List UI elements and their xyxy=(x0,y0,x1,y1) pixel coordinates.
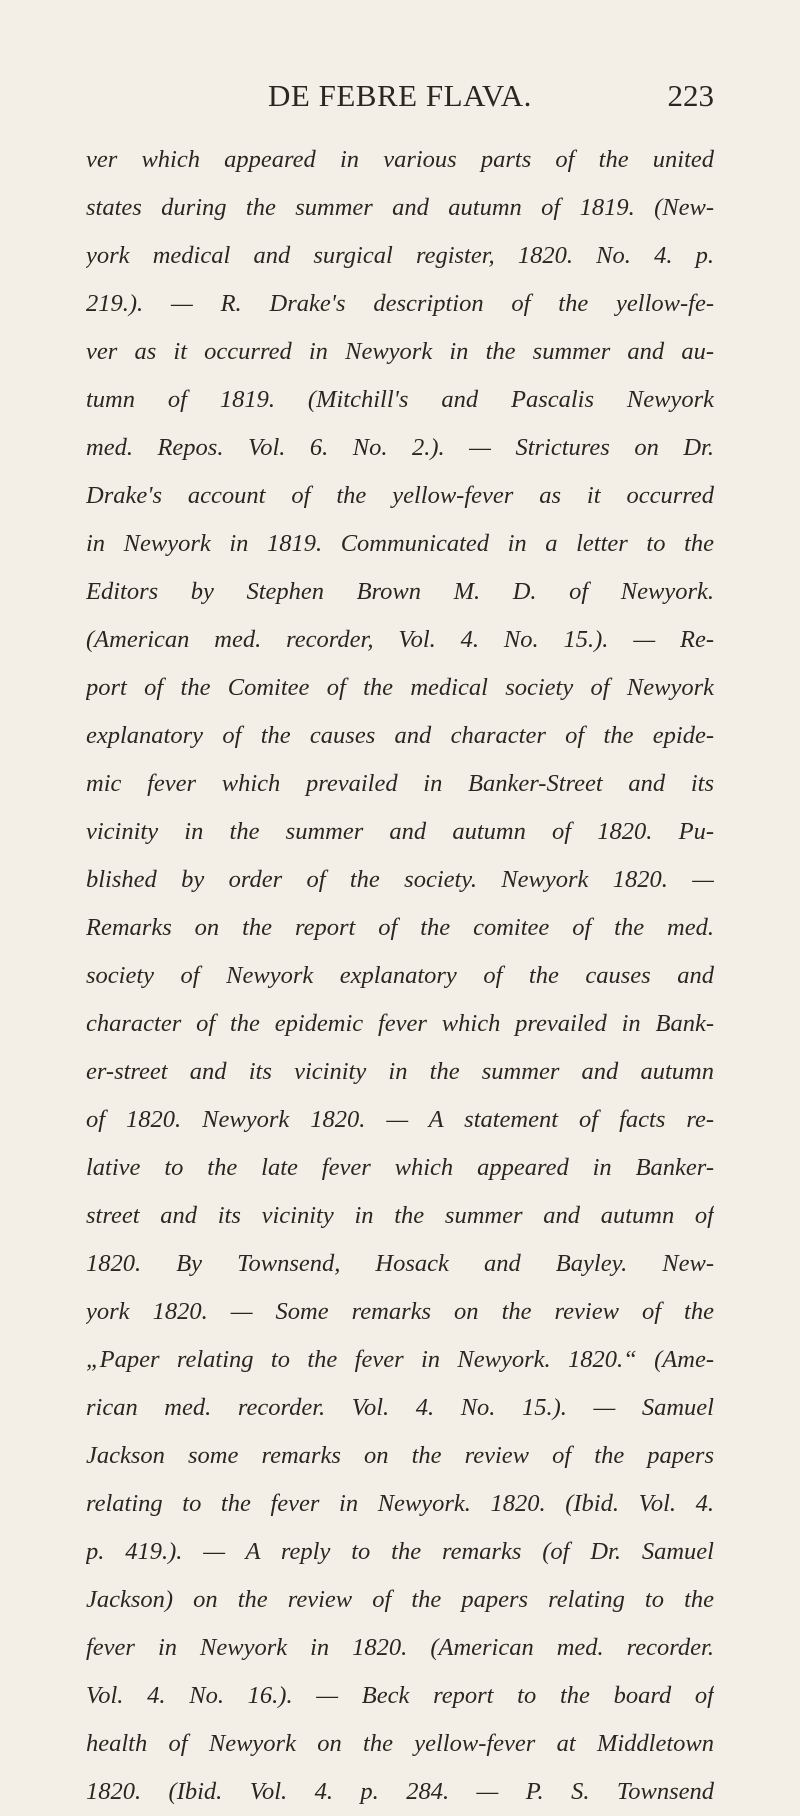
text-line: Remarks on the report of the comitee of the med. xyxy=(86,914,714,941)
text-line: ver which appeared in various parts of the united xyxy=(86,146,714,173)
text-line: lative to the late fever which appeared in Banker- xyxy=(86,1154,714,1181)
text-line: society of Newyork explanatory of the causes and xyxy=(86,962,714,989)
text-line: health of Newyork on the yellow-fever at Middletown xyxy=(86,1730,714,1757)
page-number: 223 xyxy=(667,78,714,113)
text-line: relating to the fever in Newyork. 1820. (Ibid. Vol. 4. xyxy=(86,1490,714,1517)
text-line: york 1820. — Some remarks on the review of the xyxy=(86,1298,714,1325)
text-line: (American med. recorder, Vol. 4. No. 15.). — Re- xyxy=(86,626,714,653)
text-line: states during the summer and autumn of 1819. (New- xyxy=(86,194,714,221)
text-line: vicinity in the summer and autumn of 1820. Pu- xyxy=(86,818,714,845)
running-head xyxy=(86,78,714,118)
text-line: explanatory of the causes and character of the epide- xyxy=(86,722,714,749)
text-line: rican med. recorder. Vol. 4. No. 15.). — Samuel xyxy=(86,1394,714,1421)
text-line: p. 419.). — A reply to the remarks (of Dr. Samuel xyxy=(86,1538,714,1565)
text-line: york medical and surgical register, 1820. No. 4. p. xyxy=(86,242,714,269)
text-line: Drake's account of the yellow-fever as it occurred xyxy=(86,482,714,509)
text-line: tumn of 1819. (Mitchill's and Pascalis Newyork xyxy=(86,386,714,413)
text-line: med. Repos. Vol. 6. No. 2.). — Strictures on Dr. xyxy=(86,434,714,461)
text-line: 219.). — R. Drake's description of the yellow-fe- xyxy=(86,290,714,317)
text-line: blished by order of the society. Newyork 1820. — xyxy=(86,866,714,893)
text-line: of 1820. Newyork 1820. — A statement of facts re- xyxy=(86,1106,714,1133)
text-line: mic fever which prevailed in Banker-Street and its xyxy=(86,770,714,797)
text-line: Editors by Stephen Brown M. D. of Newyork. xyxy=(86,578,714,605)
text-line: Jackson some remarks on the review of the papers xyxy=(86,1442,714,1469)
body-text xyxy=(86,136,714,1816)
running-head-title: DE FEBRE FLAVA. xyxy=(268,78,532,113)
text-line: Jackson) on the review of the papers relating to the xyxy=(86,1586,714,1613)
text-line: 1820. (Ibid. Vol. 4. p. 284. — P. S. Townsend xyxy=(86,1778,714,1805)
text-line: in Newyork in 1819. Communicated in a letter to the xyxy=(86,530,714,557)
text-line: fever in Newyork in 1820. (American med. recorder. xyxy=(86,1634,714,1661)
text-line: street and its vicinity in the summer and autumn of xyxy=(86,1202,714,1229)
text-line: ver as it occurred in Newyork in the summer and au- xyxy=(86,338,714,365)
text-line: 1820. By Townsend, Hosack and Bayley. New- xyxy=(86,1250,714,1277)
text-line: er-street and its vicinity in the summer and autumn xyxy=(86,1058,714,1085)
text-line: port of the Comitee of the medical society of Newyork xyxy=(86,674,714,701)
text-line: „Paper relating to the fever in Newyork. 1820.“ (Ame- xyxy=(86,1346,714,1373)
text-line: character of the epidemic fever which prevailed in Bank- xyxy=(86,1010,714,1037)
text-line: Vol. 4. No. 16.). — Beck report to the board of xyxy=(86,1682,714,1709)
